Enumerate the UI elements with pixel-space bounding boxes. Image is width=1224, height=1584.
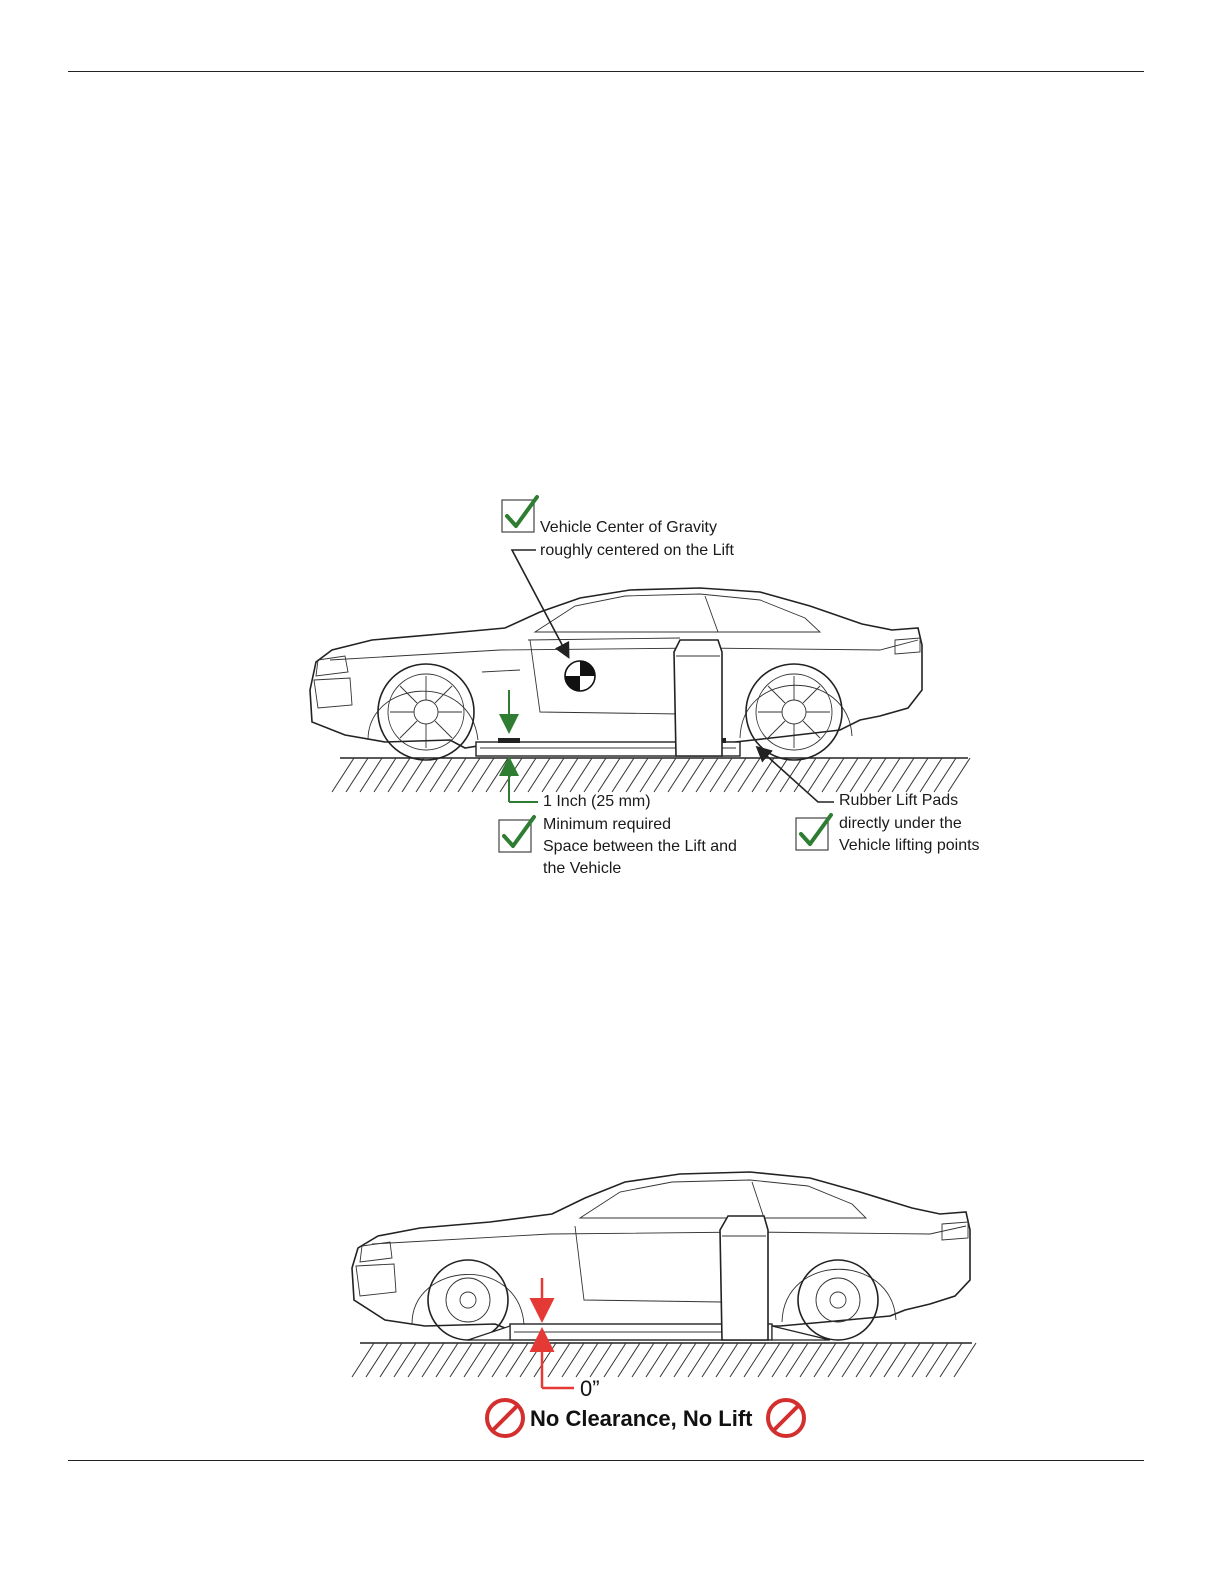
lift-platform-2 xyxy=(468,1324,830,1340)
pads-label-line1: Rubber Lift Pads xyxy=(839,792,959,809)
rear-wheel-2 xyxy=(798,1260,878,1340)
clearance-label-line4: the Vehicle xyxy=(543,860,622,877)
figure-no-clearance xyxy=(352,1172,976,1436)
ground-hatch xyxy=(332,758,970,792)
pads-label-line3: Vehicle lifting points xyxy=(839,837,980,854)
warning-text: No Clearance, No Lift xyxy=(530,1406,753,1431)
clearance-label-line3: Space between the Lift and xyxy=(543,838,737,855)
lift-power-unit xyxy=(674,640,722,756)
clearance-label-line1: 1 Inch (25 mm) xyxy=(543,793,651,810)
pads-label-line2: directly under the xyxy=(839,815,962,832)
rear-wheel xyxy=(746,664,842,760)
ground-hatch-2 xyxy=(352,1343,976,1377)
figure-correct-lift xyxy=(310,497,980,877)
prohibited-icon-left xyxy=(487,1400,523,1436)
no-lift-warning xyxy=(487,1400,804,1436)
front-wheel-2 xyxy=(428,1260,508,1340)
lift-power-unit-2 xyxy=(720,1216,768,1340)
clearance-value: 0” xyxy=(580,1376,600,1401)
center-of-gravity-icon xyxy=(565,661,595,691)
cog-label-line1: Vehicle Center of Gravity xyxy=(540,519,717,536)
cog-label-line2: roughly centered on the Lift xyxy=(540,542,734,559)
clearance-label-line2: Minimum required xyxy=(543,816,672,833)
prohibited-icon-right xyxy=(768,1400,804,1436)
front-wheel xyxy=(378,664,474,760)
